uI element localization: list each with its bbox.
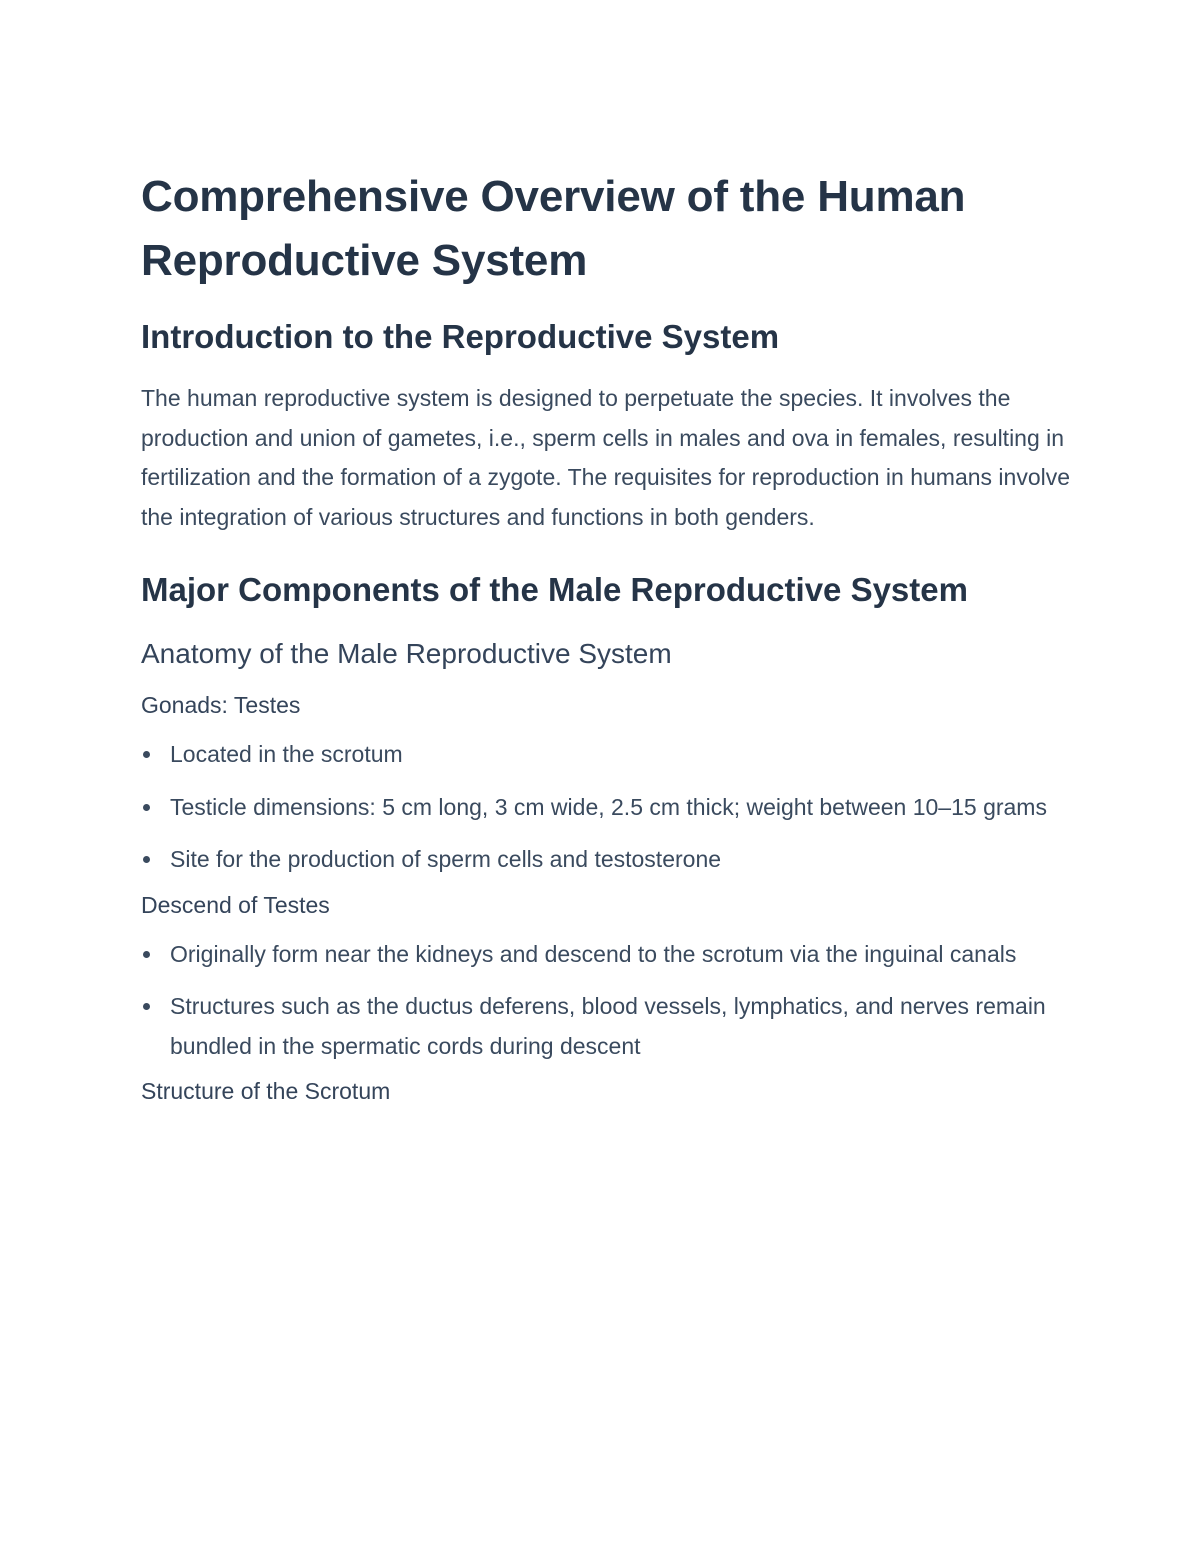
bullet-icon	[143, 804, 150, 811]
list-item-text: Site for the production of sperm cells and testosterone	[170, 846, 722, 872]
list-item-text: Located in the scrotum	[170, 741, 403, 767]
document-title: Comprehensive Overview of the Human Reproductive System	[141, 172, 966, 285]
intro-paragraph: The human reproductive system is designed to perpetuate the species. It involves the production and union of gametes, i.e., sperm cells in males and ova in females, resulting in fertilization and the formation of a zygote. The requisites for reproduction in humans involve the integration of various structures and functions in both genders.	[141, 385, 1071, 530]
list-item-text: Structures such as the ductus deferens, blood vessels, lymphatics, and nerves remain bundled in the spermatic cords during descent	[170, 993, 1046, 1059]
gonads-list	[141, 735, 1071, 880]
list-item	[141, 987, 1071, 1066]
male-system-heading: Major Components of the Male Reproductive System	[141, 571, 968, 608]
scrotum-heading: Structure of the Scrotum	[141, 1078, 391, 1104]
list-item-text: Testicle dimensions: 5 cm long, 3 cm wide, 2.5 cm thick; weight between 10–15 grams	[170, 793, 1047, 820]
list-item-text: Originally form near the kidneys and descend to the scrotum via the inguinal canals	[170, 940, 1017, 967]
list-item	[141, 788, 1071, 828]
list-item	[141, 935, 1071, 975]
intro-heading: Introduction to the Reproductive System	[141, 318, 780, 355]
bullet-icon	[143, 751, 150, 758]
bullet-icon	[143, 856, 150, 863]
list-item	[141, 735, 1071, 775]
document-page	[141, 165, 1071, 1107]
bullet-icon	[143, 1003, 150, 1010]
gonads-heading: Gonads: Testes	[141, 692, 301, 718]
descend-list	[141, 935, 1071, 1067]
list-item	[141, 840, 1071, 880]
descend-heading: Descend of Testes	[141, 891, 330, 918]
bullet-icon	[143, 951, 150, 958]
male-anatomy-heading: Anatomy of the Male Reproductive System	[141, 638, 672, 669]
